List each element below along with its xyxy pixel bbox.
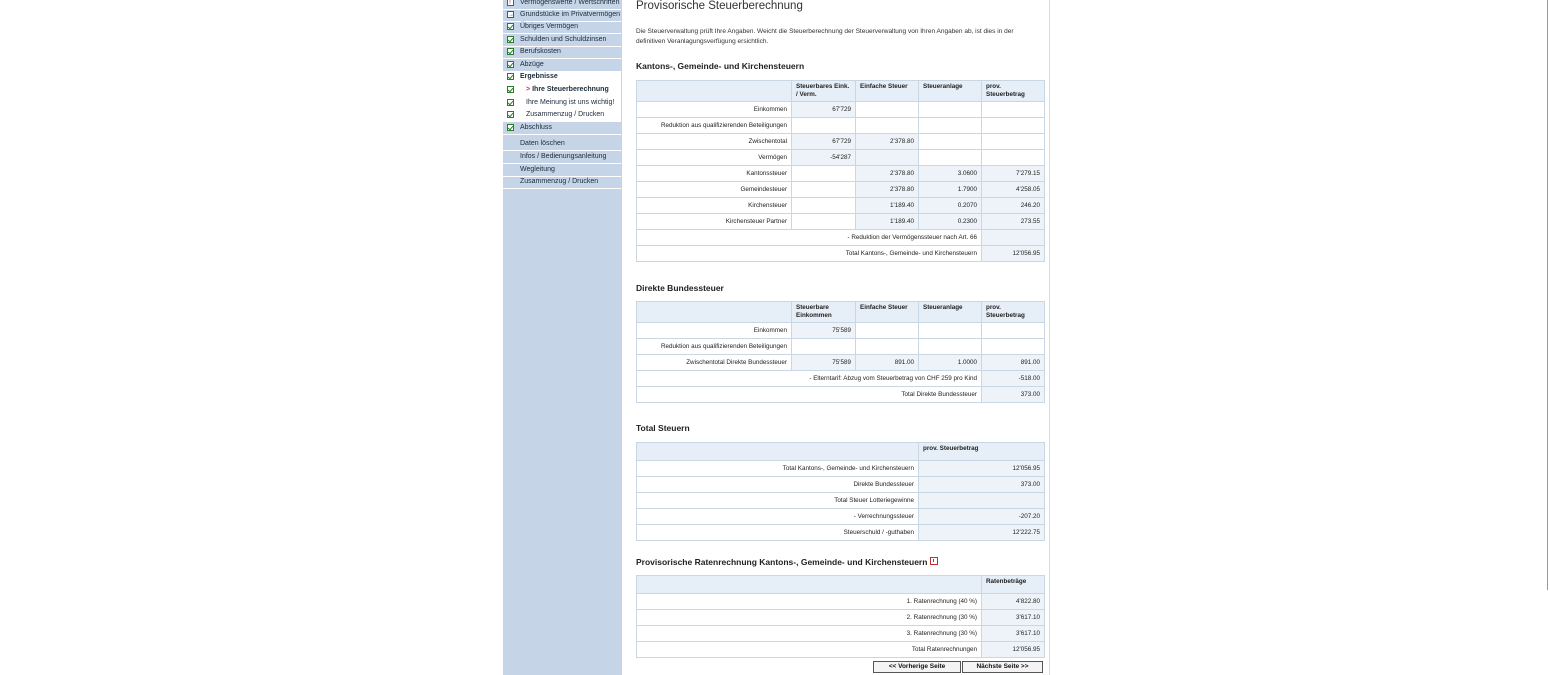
arrow-icon [507, 11, 514, 18]
info-icon[interactable] [930, 557, 938, 565]
current-page-icon: > [526, 86, 531, 93]
header-empty [637, 81, 792, 102]
table-row: Total Kantons-, Gemeinde- und Kirchensteuern 12'056.95 [637, 461, 1045, 477]
previous-page-button[interactable]: << Vorherige Seite [873, 661, 961, 673]
table-row: Zwischentotal 67'729 2'378.80 [637, 134, 1045, 150]
table-row: - Verrechnungssteuer -207.20 [637, 509, 1045, 525]
table-row: Gemeindesteuer 2'378.80 1.7900 4'258.05 [637, 182, 1045, 198]
sidebar-link-wegleitung[interactable]: Wegleitung [503, 164, 621, 177]
table-row: - Elterntarif: Abzug vom Steuerbetrag von CHF 259 pro Kind -518.00 [637, 371, 1045, 387]
table-row: Steuerschuld / -guthaben 12'222.75 [637, 525, 1045, 541]
col-header: Steueranlage [919, 81, 982, 102]
total-table [636, 442, 1045, 541]
header-empty [637, 302, 792, 323]
table-row: Kirchensteuer Partner 1'189.40 0.2300 273.55 [637, 214, 1045, 230]
header-empty [637, 576, 982, 594]
content-border [1049, 0, 1050, 675]
raten-table [636, 575, 1045, 658]
sidebar-item-ihre-meinung[interactable]: Ihre Meinung ist uns wichtig! [503, 97, 621, 110]
sidebar-link-infos[interactable]: Infos / Bedienungsanleitung [503, 151, 621, 164]
sidebar-item-ihre-steuerberechnung[interactable]: > Ihre Steuerberechnung [503, 84, 621, 97]
sidebar-link-daten-loeschen[interactable]: Daten löschen [503, 138, 621, 151]
checkmark-icon [507, 86, 514, 93]
checkmark-icon [507, 111, 514, 118]
table-row: 3. Ratenrechnung (30 %) 3'617.10 [637, 626, 1045, 642]
table-row: Total Direkte Bundessteuer 373.00 [637, 387, 1045, 403]
sidebar-item-berufskosten[interactable]: Berufskosten [503, 46, 621, 59]
sidebar-item-abschluss[interactable]: Abschluss [503, 122, 621, 135]
bund-heading: Direkte Bundessteuer [636, 283, 724, 293]
table-row: Reduktion aus qualifizierenden Beteiligungen [637, 339, 1045, 355]
sidebar-item-ergebnisse[interactable]: Ergebnisse [503, 71, 621, 84]
checkmark-icon [507, 61, 514, 68]
table-row: Kirchensteuer 1'189.40 0.2070 246.20 [637, 198, 1045, 214]
checkmark-icon [507, 23, 514, 30]
sidebar-item-abzuege[interactable]: Abzüge [503, 59, 621, 72]
table-row: Einkommen 75'589 [637, 323, 1045, 339]
kanton-heading: Kantons-, Gemeinde- und Kirchensteuern [636, 61, 805, 71]
table-row: Einkommen 67'729 [637, 102, 1045, 118]
total-heading: Total Steuern [636, 423, 690, 433]
sidebar-item-zusammenzug[interactable]: Zusammenzug / Drucken [503, 109, 621, 122]
table-row: Zwischentotal Direkte Bundessteuer 75'589 891.00 1.0000 891.00 [637, 355, 1045, 371]
bund-table [636, 301, 1045, 403]
table-row: 1. Ratenrechnung (40 %) 4'822.80 [637, 594, 1045, 610]
sidebar-item-schulden[interactable]: Schulden und Schuldzinsen [503, 34, 621, 47]
col-header: Einfache Steuer [856, 302, 919, 323]
checkmark-icon [507, 73, 514, 80]
checkmark-icon [507, 124, 514, 131]
col-header: Einfache Steuer [856, 81, 919, 102]
col-header: Steuerbare Einkommen [792, 302, 856, 323]
intro-text: Die Steuerverwaltung prüft Ihre Angaben. Weicht die Steuerberechnung der Steuerverwaltung von Ihren Angaben ab, ist dies in der definitiven Veranlagungsverfügung ersichtlich. [636, 28, 1014, 45]
page-title: Provisorische Steuerberechnung [636, 0, 803, 12]
scrollbar[interactable] [1547, 0, 1548, 590]
next-page-button[interactable]: Nächste Seite >> [962, 661, 1043, 673]
sidebar-link-zusammenzug-drucken[interactable]: Zusammenzug / Drucken [503, 176, 621, 189]
checkmark-icon [507, 48, 514, 55]
col-header: prov. Steuerbetrag [982, 81, 1045, 102]
table-row: Reduktion aus qualifizierenden Beteiligungen [637, 118, 1045, 134]
col-header: prov. Steuerbetrag [982, 302, 1045, 323]
checkmark-icon [507, 36, 514, 43]
col-header: Steueranlage [919, 302, 982, 323]
kanton-table [636, 80, 1045, 262]
sidebar-item-vermoegenswerte[interactable]: ! Vermögenswerte / Wertschriften [503, 0, 621, 10]
table-row: - Reduktion der Vermögenssteuer nach Art. 66 [637, 230, 1045, 246]
table-row: Kantonssteuer 2'378.80 3.0600 7'279.15 [637, 166, 1045, 182]
header-empty [637, 443, 919, 461]
checkmark-icon [507, 99, 514, 106]
table-row: Total Ratenrechnungen 12'056.95 [637, 642, 1045, 658]
table-row: 2. Ratenrechnung (30 %) 3'617.10 [637, 610, 1045, 626]
table-row: Total Steuer Lotteriegewinne [637, 493, 1045, 509]
table-row: Total Kantons-, Gemeinde- und Kirchensteuern 12'056.95 [637, 246, 1045, 262]
table-row: Vermögen -54'287 [637, 150, 1045, 166]
warning-icon [507, 0, 514, 6]
col-header: prov. Steuerbetrag [919, 443, 1045, 461]
sidebar-item-uebriges-vermoegen[interactable]: Übriges Vermögen [503, 21, 621, 34]
sidebar-item-grundstuecke[interactable]: → Grundstücke im Privatvermögen [503, 9, 621, 22]
col-header: Ratenbeträge [982, 576, 1045, 594]
col-header: Steuerbares Eink. / Verm. [792, 81, 856, 102]
raten-heading: Provisorische Ratenrechnung Kantons-, Gemeinde- und Kirchensteuern [636, 557, 938, 567]
table-row: Direkte Bundessteuer 373.00 [637, 477, 1045, 493]
